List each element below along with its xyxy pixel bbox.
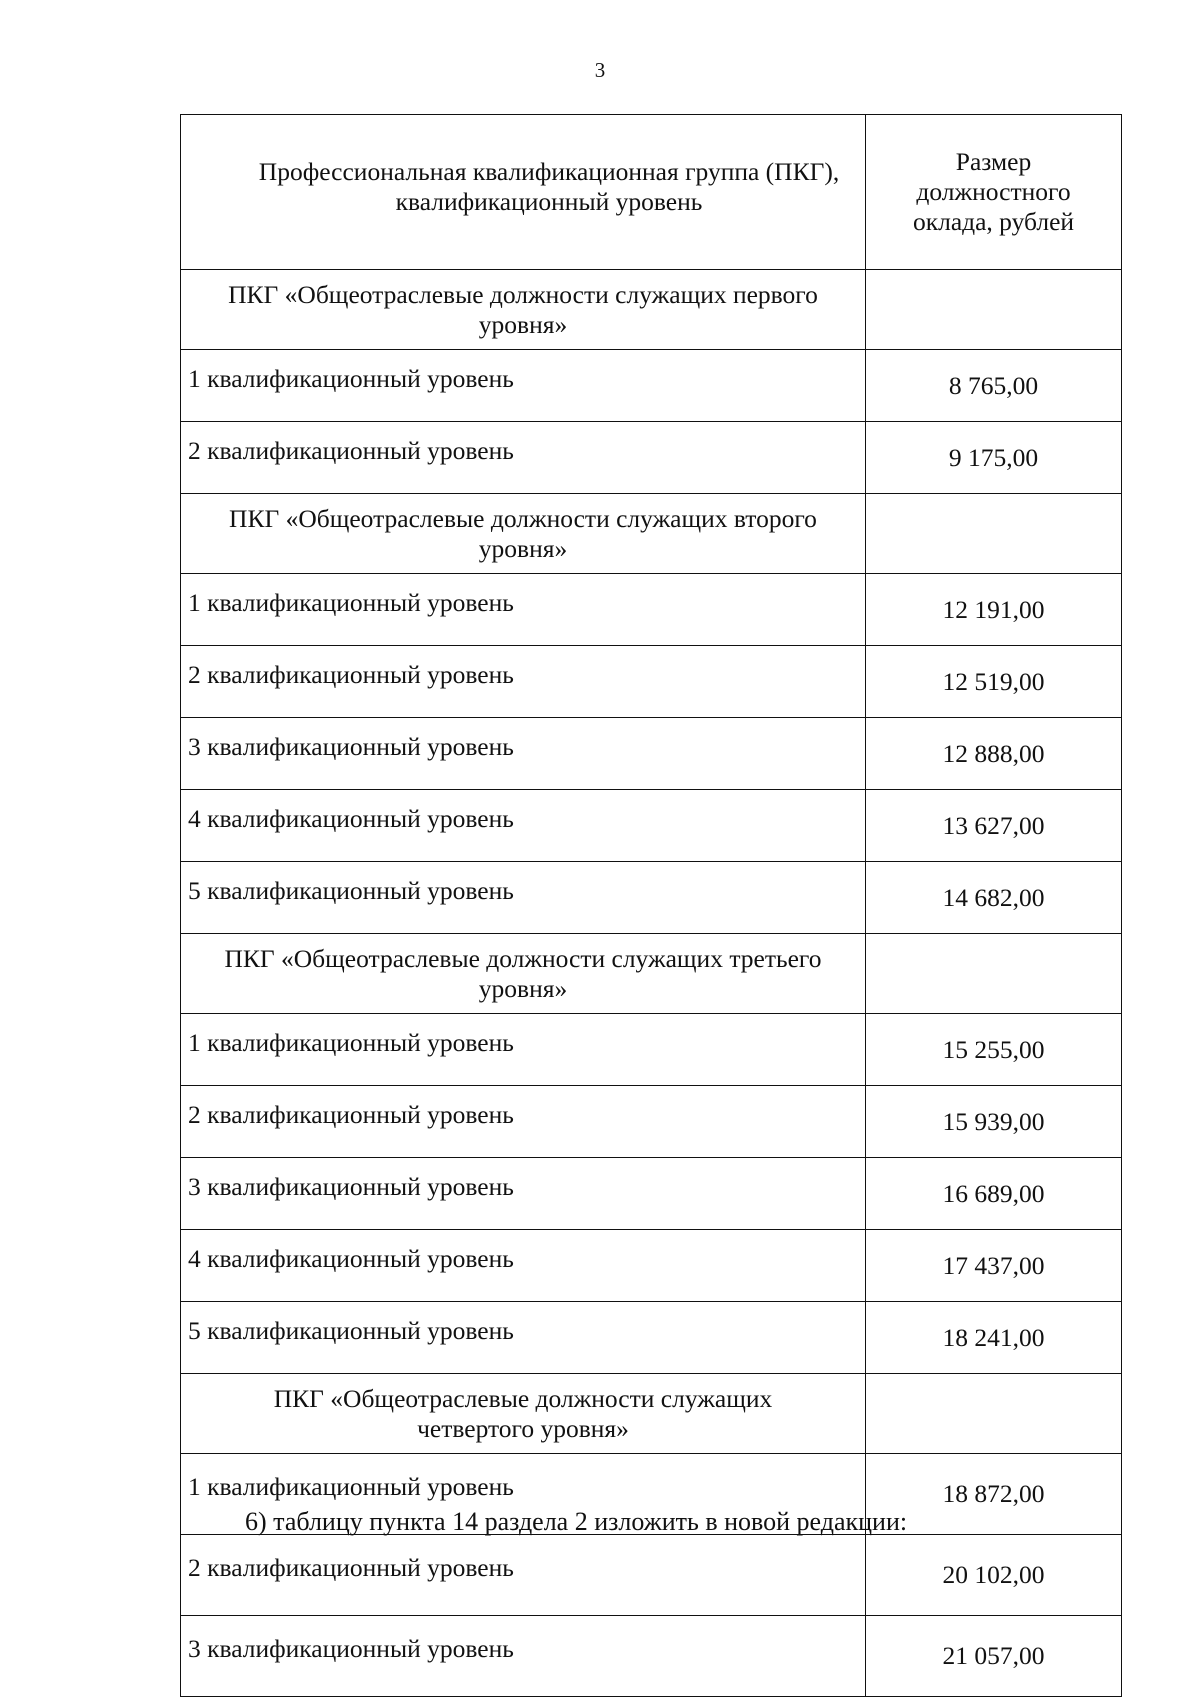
group-row [181, 270, 1122, 350]
level-label: 3 квалификационный уровень [181, 1616, 866, 1697]
salary-table [180, 114, 1122, 1697]
level-label: 5 квалификационный уровень [181, 862, 866, 934]
level-label: 1 квалификационный уровень [181, 1014, 866, 1086]
table-row [181, 574, 1122, 646]
salary-value: 15 255,00 [866, 1014, 1122, 1086]
group-salary-empty [866, 494, 1122, 574]
group-title: ПКГ «Общеотраслевые должности служащих четвертого уровня» [181, 1374, 866, 1454]
salary-value: 21 057,00 [866, 1616, 1122, 1697]
level-label: 4 квалификационный уровень [181, 790, 866, 862]
page-number: 3 [594, 58, 606, 82]
group-title: ПКГ «Общеотраслевые должности служащих третьего уровня» [181, 934, 866, 1014]
footer-note: 6) таблицу пункта 14 раздела 2 изложить в новой редакции: [245, 1507, 908, 1536]
table-row [181, 646, 1122, 718]
level-label: 1 квалификационный уровень [181, 1454, 866, 1535]
salary-value: 15 939,00 [866, 1086, 1122, 1158]
group-salary-empty [866, 934, 1122, 1014]
table-row [181, 1086, 1122, 1158]
salary-value: 14 682,00 [866, 862, 1122, 934]
group-title: ПКГ «Общеотраслевые должности служащих первого уровня» [181, 270, 866, 350]
table-row [181, 1158, 1122, 1230]
table-row [181, 718, 1122, 790]
salary-value: 8 765,00 [866, 350, 1122, 422]
salary-value: 12 191,00 [866, 574, 1122, 646]
level-label: 2 квалификационный уровень [181, 646, 866, 718]
header-group-column: Профессиональная квалификационная группа (ПКГ), квалификационный уровень [181, 115, 866, 270]
level-label: 5 квалификационный уровень [181, 1302, 866, 1374]
level-label: 3 квалификационный уровень [181, 1158, 866, 1230]
table-row [181, 790, 1122, 862]
group-row [181, 934, 1122, 1014]
salary-value: 12 519,00 [866, 646, 1122, 718]
level-label: 2 квалификационный уровень [181, 1535, 866, 1616]
group-row [181, 1374, 1122, 1454]
table-row [181, 862, 1122, 934]
salary-value: 16 689,00 [866, 1158, 1122, 1230]
table-header-row [181, 115, 1122, 270]
salary-value: 12 888,00 [866, 718, 1122, 790]
header-salary-column: Размер должностного оклада, рублей [866, 115, 1122, 270]
level-label: 1 квалификационный уровень [181, 574, 866, 646]
group-salary-empty [866, 1374, 1122, 1454]
table-row [181, 1535, 1122, 1616]
level-label: 4 квалификационный уровень [181, 1230, 866, 1302]
level-label: 2 квалификационный уровень [181, 1086, 866, 1158]
salary-value: 13 627,00 [866, 790, 1122, 862]
salary-value: 9 175,00 [866, 422, 1122, 494]
table-row [181, 422, 1122, 494]
salary-value: 18 241,00 [866, 1302, 1122, 1374]
table-row [181, 1014, 1122, 1086]
group-row [181, 494, 1122, 574]
table-row [181, 350, 1122, 422]
table-row [181, 1302, 1122, 1374]
salary-value: 17 437,00 [866, 1230, 1122, 1302]
table-row [181, 1230, 1122, 1302]
group-title: ПКГ «Общеотраслевые должности служащих второго уровня» [181, 494, 866, 574]
level-label: 3 квалификационный уровень [181, 718, 866, 790]
salary-value: 18 872,00 [866, 1454, 1122, 1535]
level-label: 2 квалификационный уровень [181, 422, 866, 494]
group-salary-empty [866, 270, 1122, 350]
salary-value: 20 102,00 [866, 1535, 1122, 1616]
level-label: 1 квалификационный уровень [181, 350, 866, 422]
table-row [181, 1616, 1122, 1697]
